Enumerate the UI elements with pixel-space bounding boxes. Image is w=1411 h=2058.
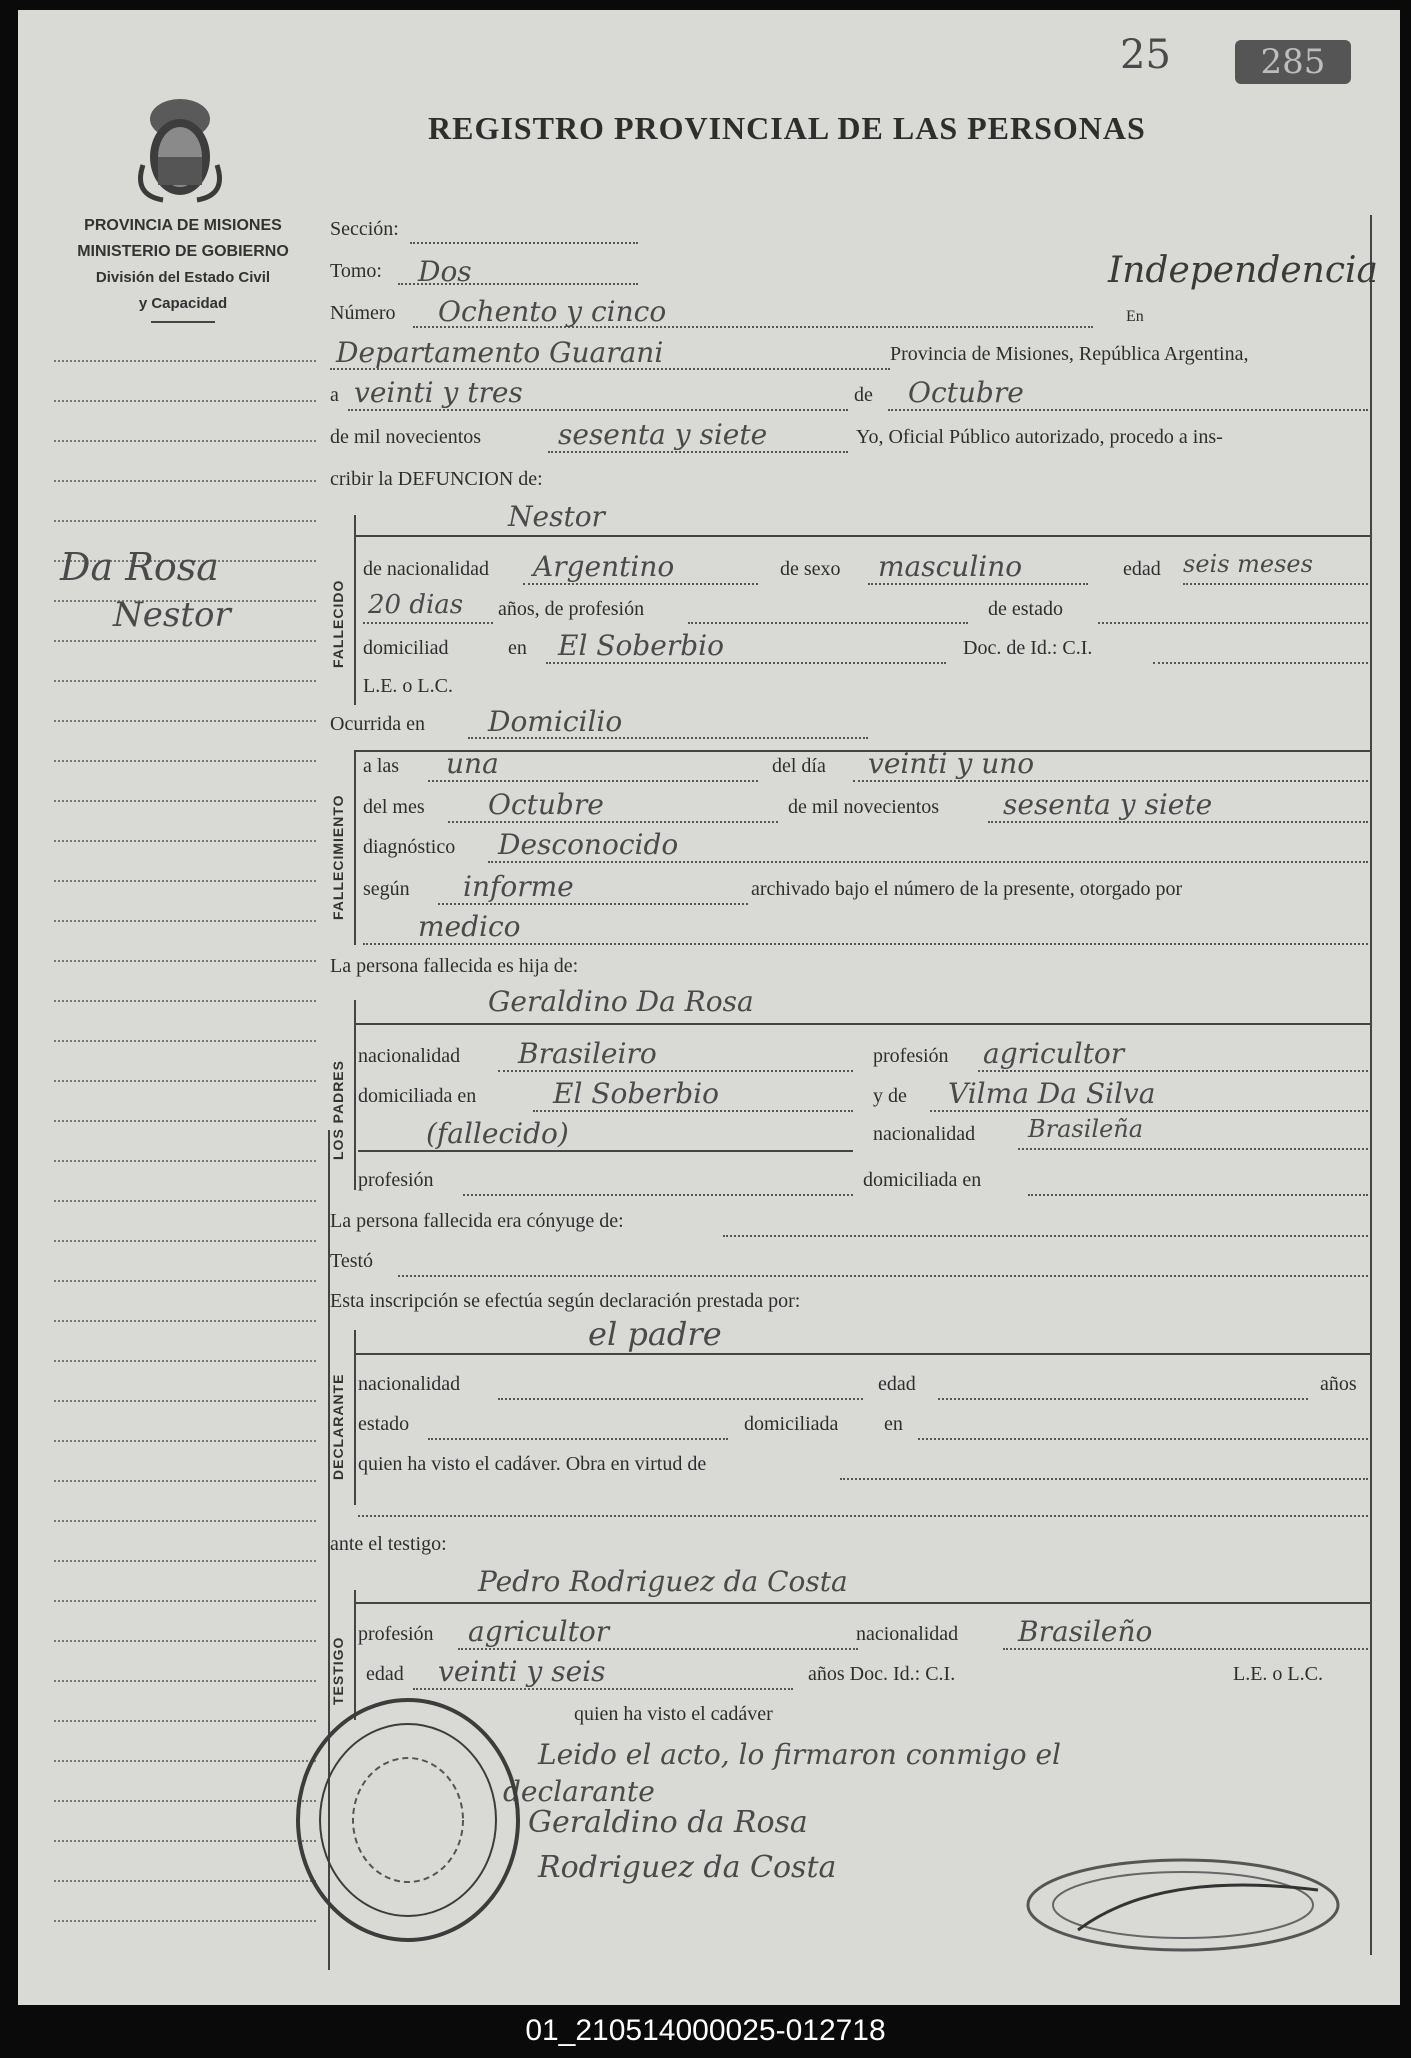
section-testigo: TESTIGO — [330, 1636, 346, 1705]
sexo-label: de sexo — [780, 558, 841, 580]
cierre-linea-2: declarante — [503, 1775, 655, 1808]
madre-profesion-label: profesión — [358, 1169, 434, 1191]
mes-value: Octubre — [488, 788, 604, 821]
margin-ruled-line — [54, 1800, 316, 1802]
hora-value: una — [446, 747, 499, 780]
tomo-value: Dos — [418, 255, 472, 288]
declarante-value: el padre — [588, 1315, 722, 1353]
margin-ruled-line — [54, 1000, 316, 1002]
margin-ruled-line — [54, 840, 316, 842]
section-padres: LOS PADRES — [330, 1060, 346, 1160]
le-lc-label: L.E. o L.C. — [363, 675, 453, 697]
margin-ruled-line — [54, 720, 316, 722]
margin-ruled-line — [54, 1600, 316, 1602]
domiciliad-label: domiciliad — [363, 637, 449, 659]
hija-de-label: La persona fallecida es hija de: — [330, 955, 579, 977]
declarante-domiciliada-label: domiciliada — [744, 1413, 839, 1435]
margin-ruled-line — [54, 640, 316, 642]
ante-testigo-label: ante el testigo: — [330, 1533, 447, 1555]
margin-ruled-line — [54, 1880, 316, 1882]
del-dia-label: del día — [772, 755, 826, 777]
margin-ruled-line — [54, 480, 316, 482]
madre-value: Vilma Da Silva — [948, 1077, 1156, 1110]
del-mes-label: del mes — [363, 796, 425, 818]
inscripcion-label: Esta inscripción se efectúa según declaración prestada por: — [330, 1290, 801, 1312]
edad-value: seis meses — [1183, 550, 1313, 578]
padre-value: Geraldino Da Rosa — [488, 985, 754, 1018]
firma-testigo: Rodriguez da Costa — [538, 1850, 837, 1885]
testigo-le-lc-label: L.E. o L.C. — [1233, 1663, 1323, 1685]
testigo-anos-doc-label: años Doc. Id.: C.I. — [808, 1663, 956, 1685]
inscribir-label: cribir la DEFUNCION de: — [330, 468, 543, 490]
margin-ruled-line — [54, 1920, 316, 1922]
margin-ruled-line — [54, 1520, 316, 1522]
section-declarante: DECLARANTE — [330, 1373, 346, 1480]
domicilio-value: El Soberbio — [558, 629, 724, 662]
page-number: 25 — [1120, 32, 1171, 78]
margin-ruled-line — [54, 1200, 316, 1202]
cierre-linea-1: Leido el acto, lo firmaron conmigo el — [538, 1738, 1061, 1771]
conyuge-label: La persona fallecida era cónyuge de: — [330, 1210, 624, 1232]
testigo-edad-value: veinti y seis — [438, 1655, 606, 1688]
section-fallecimiento: FALLECIMIENTO — [330, 794, 346, 920]
dia-inscripcion-value: veinti y tres — [354, 376, 523, 409]
tomo-label: Tomo: — [330, 260, 382, 282]
padre-profesion-label: profesión — [873, 1045, 949, 1067]
testigo-nacionalidad-label: nacionalidad — [856, 1623, 959, 1645]
official-round-stamp — [288, 1690, 528, 1950]
padre-profesion-value: agricultor — [983, 1037, 1125, 1070]
margin-ruled-line — [54, 1120, 316, 1122]
margin-ruled-line — [54, 400, 316, 402]
registrar-signature-top: Independencia — [1108, 250, 1378, 291]
margin-ruled-line — [54, 1680, 316, 1682]
departamento-value: Departamento Guarani — [336, 336, 664, 369]
de-label: de — [854, 384, 873, 406]
agency-block — [38, 213, 328, 323]
margin-ruled-line — [54, 1280, 316, 1282]
a-las-label: a las — [363, 755, 400, 777]
en-label: En — [1126, 308, 1144, 325]
en-domicilio-label: en — [508, 637, 527, 659]
quien-cadaver-label: quien ha visto el cadáver. Obra en virtud de — [358, 1453, 707, 1475]
margin-ruled-line — [54, 1640, 316, 1642]
ocurrida-label: Ocurrida en — [330, 713, 425, 735]
margin-ruled-line — [54, 1560, 316, 1562]
diagnostico-label: diagnóstico — [363, 836, 456, 858]
margin-ruled-line — [54, 1720, 316, 1722]
margin-ruled-line — [54, 1400, 316, 1402]
margin-ruled-line — [54, 880, 316, 882]
margin-ruled-line — [54, 960, 316, 962]
nacionalidad-de-label: de nacionalidad — [363, 558, 490, 580]
dia-value: veinti y uno — [868, 747, 1035, 780]
doc-id-label: Doc. de Id.: C.I. — [963, 637, 1093, 659]
margin-ruled-line — [54, 1480, 316, 1482]
margin-given-name: Nestor — [113, 595, 231, 635]
diagnostico-value: Desconocido — [498, 828, 679, 861]
margin-ruled-line — [54, 440, 316, 442]
declarante-anos-label: años — [1320, 1373, 1357, 1395]
section-fallecido: FALLECIDO — [330, 579, 346, 668]
agency-division: División del Estado Civil — [95, 269, 271, 286]
madre-domiciliada-label: domiciliada en — [863, 1169, 982, 1191]
document-title: REGISTRO PROVINCIAL DE LAS PERSONAS — [428, 110, 1146, 146]
archivado-label: archivado bajo el número de la presente, otorgado por — [751, 878, 1183, 900]
sexo-value: masculino — [878, 550, 1023, 583]
margin-ruled-line — [54, 1360, 316, 1362]
margin-ruled-line — [54, 680, 316, 682]
testigo-profesion-label: profesión — [358, 1623, 434, 1645]
madre-nacionalidad-label: nacionalidad — [873, 1123, 976, 1145]
a-label: a — [330, 384, 339, 406]
declarante-edad-label: edad — [878, 1373, 916, 1395]
segun-value: informe — [463, 870, 574, 903]
margin-ruled-line — [54, 760, 316, 762]
margin-ruled-line — [54, 1320, 316, 1322]
padre-nacionalidad-value: Brasileiro — [518, 1037, 657, 1070]
right-border-rule — [1370, 215, 1372, 1955]
ano-inscripcion-value: sesenta y siete — [558, 418, 768, 451]
nombre-fallecido-value: Nestor — [508, 500, 605, 533]
margin-ruled-line — [54, 1080, 316, 1082]
edad-dias-value: 20 dias — [368, 590, 464, 620]
margin-ruled-line — [54, 1840, 316, 1842]
testo-label: Testó — [330, 1250, 374, 1272]
margin-ruled-line — [54, 360, 316, 362]
declarante-en-label: en — [884, 1413, 903, 1435]
declarante-estado-label: estado — [358, 1413, 410, 1435]
oficial-label: Yo, Oficial Público autorizado, procedo a ins- — [856, 426, 1223, 448]
de-mil-nov-label: de mil novecientos — [788, 796, 940, 818]
de-mil-label: de mil novecientos — [330, 426, 482, 448]
quien-visto-label: quien ha visto el cadáver — [574, 1703, 773, 1725]
margin-ruled-line — [54, 520, 316, 522]
margin-ruled-line — [54, 800, 316, 802]
declarante-nacionalidad-label: nacionalidad — [358, 1373, 461, 1395]
madre-estado-value: (fallecido) — [426, 1117, 569, 1150]
firma-declarante: Geraldino da Rosa — [528, 1805, 808, 1840]
margin-ruled-line — [54, 1760, 316, 1762]
numero-label: Número — [330, 302, 396, 324]
agency-capacity: y Capacidad — [138, 295, 228, 312]
margin-ruled-line — [54, 920, 316, 922]
otorgado-por-value: medico — [418, 910, 521, 943]
estado-de-label: de estado — [988, 598, 1063, 620]
padre-nacionalidad-label: nacionalidad — [358, 1045, 461, 1067]
testigo-nacionalidad-value: Brasileño — [1018, 1615, 1153, 1648]
provincia-label: Provincia de Misiones, República Argentina, — [890, 343, 1249, 365]
testigo-profesion-value: agricultor — [468, 1615, 610, 1648]
scan-footer-code: 01_210514000025-012718 — [525, 2014, 886, 2047]
segun-label: según — [363, 878, 410, 900]
registry-page — [18, 10, 1400, 2005]
official-oval-stamp — [1018, 1850, 1348, 1960]
y-de-label: y de — [873, 1085, 907, 1107]
padre-domiciliada-label: domiciliada en — [358, 1085, 477, 1107]
anos-profesion-label: años, de profesión — [498, 598, 645, 620]
testigo-edad-label: edad — [366, 1663, 404, 1685]
stamped-number: 285 — [1235, 40, 1351, 84]
testigo-value: Pedro Rodriguez da Costa — [478, 1565, 848, 1598]
margin-ruled-line — [54, 1440, 316, 1442]
agency-ministry: MINISTERIO DE GOBIERNO — [77, 243, 289, 260]
mes-inscripcion-value: Octubre — [908, 376, 1024, 409]
ano-value: sesenta y siete — [1003, 788, 1213, 821]
coat-of-arms-emblem — [133, 85, 228, 205]
margin-ruled-line — [54, 1160, 316, 1162]
nacionalidad-value: Argentino — [533, 550, 675, 583]
seccion-label: Sección: — [330, 218, 399, 240]
ocurrida-value: Domicilio — [488, 705, 623, 738]
margin-ruled-line — [54, 1040, 316, 1042]
edad-label: edad — [1123, 558, 1161, 580]
padre-domicilio-value: El Soberbio — [553, 1077, 719, 1110]
agency-province: PROVINCIA DE MISIONES — [84, 217, 282, 234]
margin-ruled-line — [54, 1240, 316, 1242]
madre-nacionalidad-value: Brasileña — [1028, 1115, 1144, 1143]
margin-surname: Da Rosa — [60, 545, 219, 589]
numero-value: Ochento y cinco — [438, 295, 667, 328]
